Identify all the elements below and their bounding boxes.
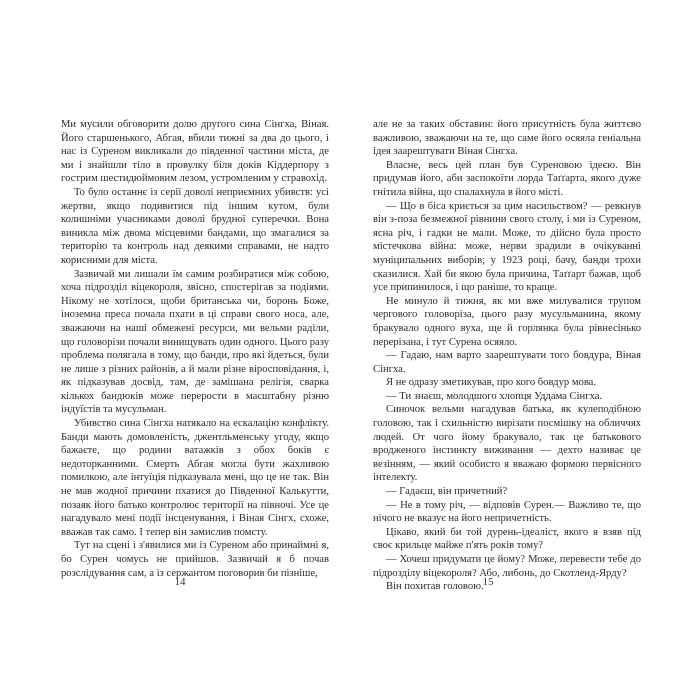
left-paragraph-3: Зазвичай ми лишали їм самим розбиратися між собою, хоча підрозділ віцекороля, звісно, спостерігав за подіями. Нікому не хотілося, щоби британська чи, боронь Боже, іноземна преса почала пхати в ці справи свого носа, але, зважаючи на наші обмежені ресурси, ми вельми раділи, що головорізи почали винищувать один одного. Цього разу проблема полягала в тому, що банди, про які йдеться, були не лише з різних районів, а й мали різне віросповідання, і, як підказував досвід, там, де замішана релігія, сварка кількох бандюків може перерости в масштабну різню індуїстів та мусульман. <box>61 268 329 416</box>
left-paragraph-5: Тут на сцені і з'явилися ми із Суреном або принаймні я, бо Сурен чомусь не прийшов. Зазвичай я б почав розслідування сам, а із сержантом поговорив би пізніше, <box>61 540 329 579</box>
right-paragraph-12: — Хочеш придумати це йому? Може, перевести тебе до підрозділу віцекороля? Або, либонь, до Скотленд-Ярду? <box>373 554 641 579</box>
right-paragraph-10: — Не в тому річ, — відповів Сурен.— Важливо те, що нічого не вказує на його непричетність. <box>373 499 641 525</box>
right-paragraph-7: — Ти знаєш, молодшого хлопця Уддама Сінгха. <box>386 390 603 402</box>
right-paragraph-8: Синочок вельми нагадував батька, як кулеподібною головою, так і схильністю вирізати посмішку на обличчях людей. От чого йому бракувало, так це батькового вродженого інстинкту виживання — дехто називає це везінням, — який особисто я вважаю формою первісного інтелекту. <box>373 404 641 484</box>
page-number-right: 15 <box>482 576 494 588</box>
right-paragraph-9: — Гадаєш, він причетний? <box>386 486 508 498</box>
right-paragraph-1: але не за таких обставин: його присутність була життєво важливою, зважаючи на те, що саме його осяяла геніальна ідея заарештувати Віная Сінгха. <box>373 119 641 158</box>
right-paragraph-6: Я не одразу зметикував, про кого бовдур мова. <box>386 377 597 389</box>
right-paragraph-5: — Гадаю, нам варто заарештувати того бовдура, Віная Сінгха. <box>373 350 641 375</box>
left-paragraph-4: Убивство сина Сінгха натякало на ескалацію конфлікту. Банди мають домовленість, джентльменську угоду, якщо бажаєте, що родини ватажків з обох боків є недоторканними. Смерть Абгая могла бути жахливою помилкою, але інтуїція підказувала мені, що це не так. Він не мав жодної причини пхатися до Південної Калькутти, позаяк його батько контролює території на півночі. Усе це нагадувало мені події інсценування, і Віная Сінгх, схоже, вважав так само. І тепер він замислив помсту. <box>61 418 329 538</box>
right-paragraph-2: Власне, весь цей план був Суреновою ідеєю. Він придумав його, аби заспокоїти лорда Таґґарта, якого дуже гнітила війна, що спалахнула в його місті. <box>373 159 641 198</box>
right-paragraph-3: — Що в біса криється за цим насильством? — ревкнув він з-поза безмежної рівнини свого столу, і ми із Суреном, ясна річ, і гадки не мали. Може, то дійсно була просто містечкова війна: може, нерви зрадили в очікуванні муніципальних виборів; у 1923 році, бачу, банди трохи сказилися. Хай би якою була причина, Таґґарт бажав, щоб усе припинилося, і що раніше, то краще. <box>373 200 641 294</box>
page-number-left: 14 <box>174 576 186 588</box>
left-paragraph-2: То було останнє із серії доволі неприємних убивств: усі жертви, якщо подивитися під іншим кутом, були колишніми учасниками доволі брудної суперечки. Вона виникла між двома місцевими бандами, що змагалися за територію та контроль над деякими справами, не надто корисними для міста. <box>61 186 329 266</box>
right-page <box>373 118 641 594</box>
right-paragraph-4: Не минуло й тижня, як ми вже милувалися трупом чергового головоріза, цього разу мусульманина, якому бракувало одного вуха, ще й горлянка була рівнесінько перерізана, і тут Сурена осяяло. <box>373 295 641 348</box>
left-paragraph-1: Ми мусили обговорити долю другого сина Сінгха, Віная. Його старшенького, Абгая, вбили тижні за два до цього, і нас із Суреном викликали до південної частини міста, де ми і знайшли тіло в провулку біля доків Кіддерпору з гострим шестидюймовим лезом, устромленим у стравохід. <box>61 119 329 185</box>
right-paragraph-11: Цікаво, який би той дурень-ідеаліст, якого я взяв під своє крильце майже п'ять років тому? <box>373 526 641 552</box>
right-paragraph-13: Він похитав головою. <box>386 581 484 593</box>
left-page <box>61 118 329 580</box>
